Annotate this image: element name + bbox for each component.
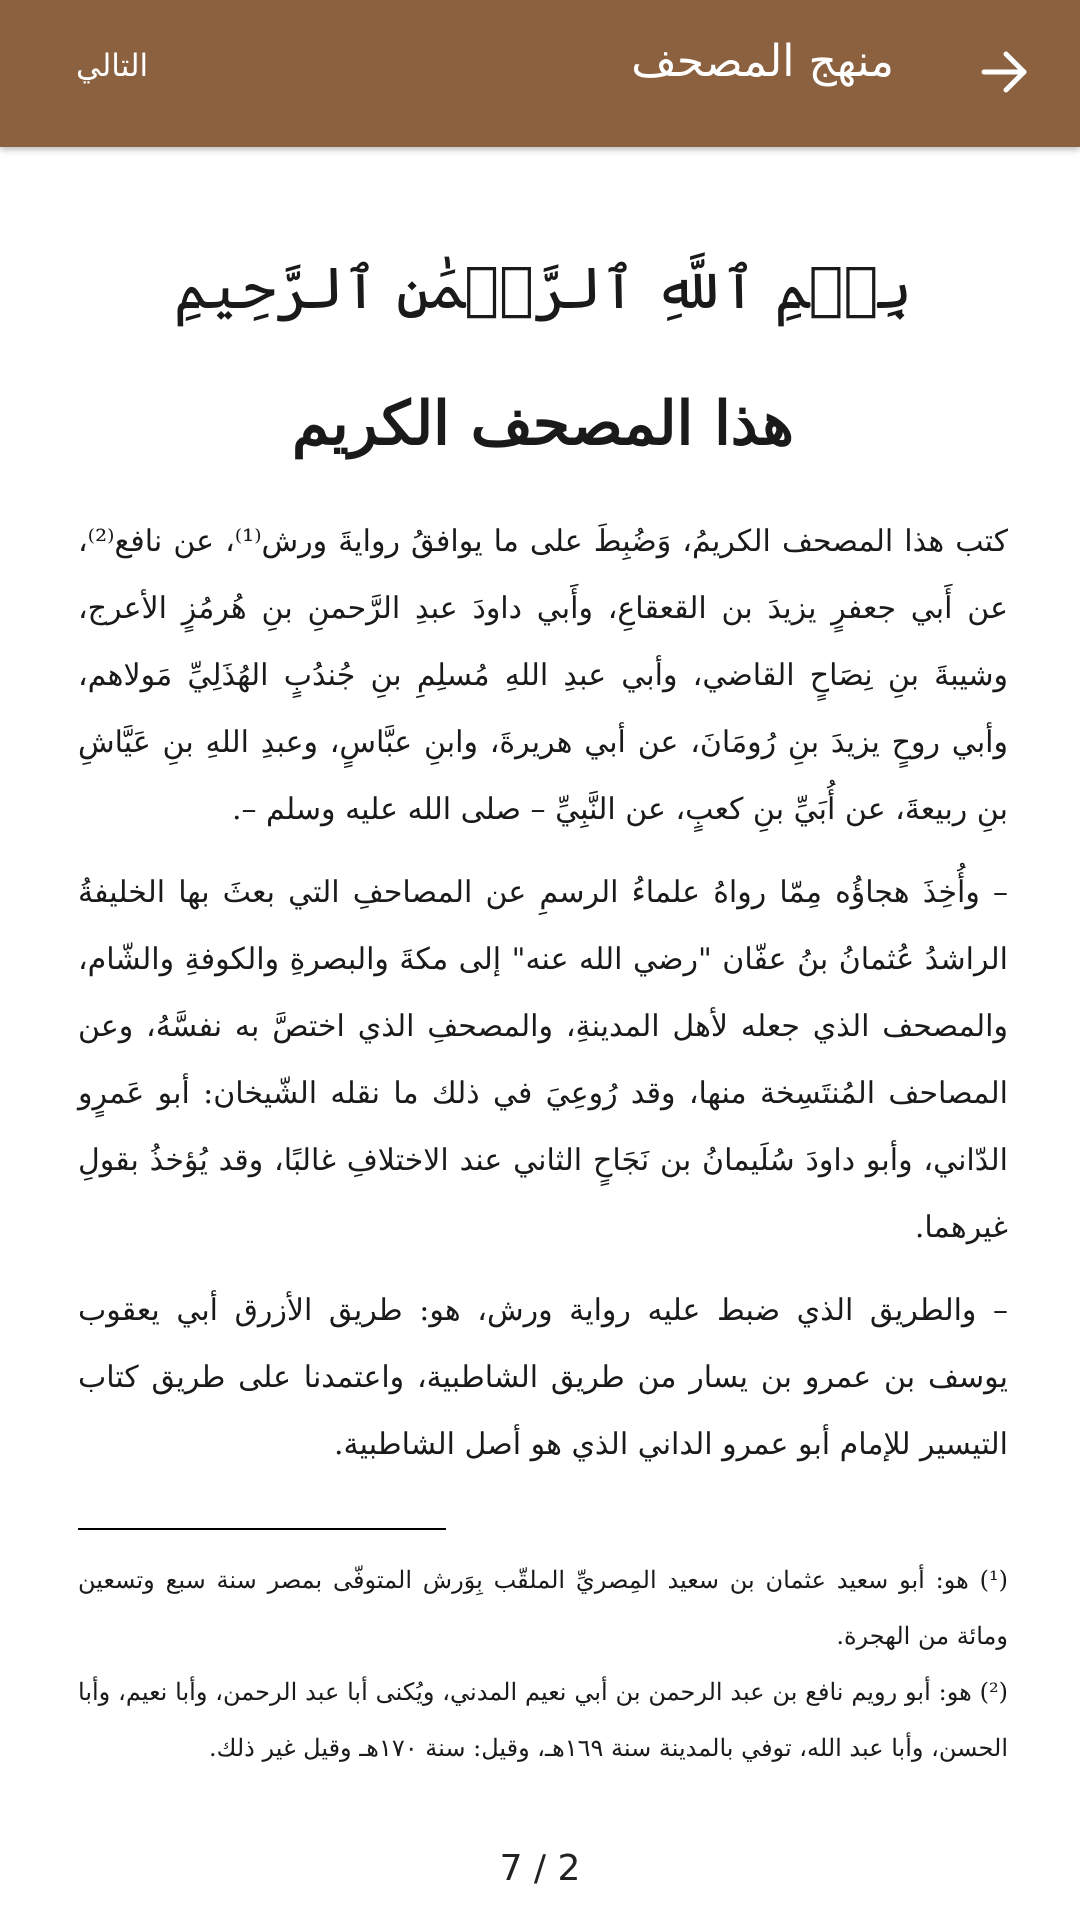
- footnote-separator: [78, 1528, 446, 1530]
- arrow-right-icon: [972, 40, 1036, 104]
- paragraph-3: – والطريق الذي ضبط عليه رواية ورش، هو: طريق الأزرق أبي يعقوب يوسف بن عمرو بن يسار من طريق الشاطبية، واعتمدنا على طريق كتاب التيسير للإمام أبو عمرو الداني الذي هو أصل الشاطبية.: [78, 1293, 1008, 1462]
- back-button[interactable]: [972, 40, 1036, 104]
- page-indicator: 7 / 2: [499, 1848, 581, 1889]
- basmala: بِسۡمِ ٱللَّهِ ٱلرَّحۡمَٰنِ ٱلرَّحِيمِ: [173, 254, 913, 322]
- footnote-1: (¹) هو: أبو سعيد عثمان بن سعيد المِصريِّ الملقّب بِوَرش المتوفّى بمصر سنة سبع وتسعين ومائة من الهجرة.: [78, 1566, 1008, 1650]
- app-bar: [0, 0, 1080, 147]
- paragraph-2: – وأُخِذَ هجاؤُه مِمّا رواهُ علماءُ الرسمِ عن المصاحفِ التي بعثَ بها الخليفةُ الراشدُ عُثمانُ بنُ عفّان "رضي الله عنه" إلى مكةَ والبصرةِ والكوفةِ والشّام، والمصحف الذي جعله لأهل المدينةِ، والمصحفِ الذي اختصَّ به نفسَّهُ، وعن المصاحف المُنتَسِخة منها، وقد رُوعِيَ في ذلك ما نقله الشّيخان: أبو عَمرٍو الدّاني، وأبو داودَ سُلَيمانُ بن نَجَاحٍ الثاني عند الاختلافِ غالبًا، وقد يُؤخذُ بقولِ غيرهما.: [78, 875, 1008, 1245]
- paragraph-1: كتب هذا المصحف الكريمُ، وَضُبِطَ على ما يوافقُ روايةَ ورش⁽¹⁾، عن نافع⁽²⁾، عن أَبي جعفرٍ يزيدَ بن القعقاعِ، وأَبي داودَ عبدِ الرَّحمنِ بنِ هُرمُزٍ الأعرج، وشيبةَ بنِ نِصَاحٍ القاضي، وأبي عبدِ اللهِ مُسلِمِ بنِ جُندُبٍ الهُذَلِيِّ مَولاهم، وأبي روحٍ يزيدَ بنِ رُومَانَ، عن أبي هريرةَ، وابنِ عبَّاسٍ، وعبدِ اللهِ بنِ عَيَّاشِ بنِ ربيعةَ، عن أُبَيِّ بنِ كعبٍ، عن النَّبِيِّ – صلى الله عليه وسلم –.: [78, 524, 1008, 827]
- page-content: [78, 200, 1008, 1776]
- page-title: منهج المصحف: [631, 36, 894, 87]
- next-button[interactable]: التالي: [76, 48, 149, 84]
- footnote-2: (²) هو: أبو رويم نافع بن عبد الرحمن بن أبي نعيم المدني، ويُكنى أبا عبد الرحمن، وأبا نعيم، وأبا الحسن، وأبا عبد الله، توفي بالمدينة سنة ١٦٩هـ، وقيل: سنة ١٧٠هـ وقيل غير ذلك.: [78, 1678, 1008, 1762]
- page-heading: هذا المصحف الكريم: [292, 389, 794, 459]
